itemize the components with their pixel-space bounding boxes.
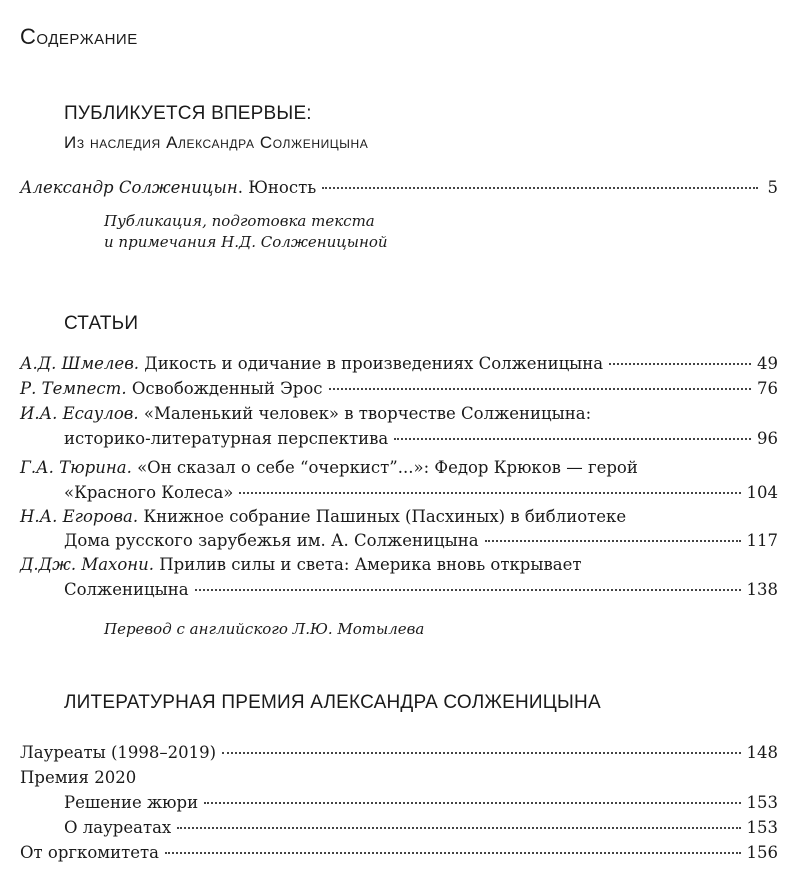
toc-entry-laureates[interactable]	[20, 741, 778, 765]
toc-author: Д.Дж. Махони.	[20, 555, 155, 574]
toc-page-number: 138	[746, 580, 778, 599]
dot-leader	[609, 362, 751, 365]
toc-note-line: Перевод с английского Л.Ю. Мотылева	[104, 620, 425, 638]
toc-entry-mahoney-line1[interactable]	[20, 553, 582, 577]
toc-entry-tyurina-line1[interactable]	[20, 456, 638, 480]
toc-title-continued: Дома русского зарубежья им. А. Солженицына	[64, 531, 479, 550]
toc-title-continued: «Красного Колеса»	[64, 483, 234, 502]
dot-leader	[222, 751, 740, 754]
toc-title: . Юность	[237, 178, 317, 197]
toc-entry-prize-2020[interactable]: Премия 2020	[20, 768, 137, 787]
toc-title: Дикость и одичание в произведениях Солженицына	[139, 354, 604, 373]
toc-page-number: 76	[757, 379, 778, 398]
toc-entry-egorova-line1[interactable]	[20, 505, 626, 529]
toc-entry-youth[interactable]	[20, 176, 778, 200]
section-heading-articles: СТАТЬИ	[64, 313, 139, 334]
toc-title: О лауреатах	[64, 818, 172, 837]
toc-title-continued: Солженицына	[64, 580, 189, 599]
toc-title: От оргкомитета	[20, 843, 159, 862]
toc-entry-about-laureates[interactable]	[64, 816, 778, 840]
toc-page-number: 49	[757, 354, 778, 373]
dot-leader	[177, 826, 740, 829]
toc-title-continued: историко-литературная перспектива	[64, 429, 389, 448]
toc-author: Р. Темпест.	[20, 379, 127, 398]
toc-author: Н.А. Егорова.	[20, 507, 139, 526]
dot-leader	[195, 588, 741, 591]
toc-page-number: 117	[746, 531, 778, 550]
toc-entry-egorova-line2[interactable]	[64, 529, 778, 553]
section-heading-first-publication: ПУБЛИКУЕТСЯ ВПЕРВЫЕ:	[64, 103, 312, 124]
toc-title: Решение жюри	[64, 793, 199, 812]
section-heading-literary-prize: ЛИТЕРАТУРНАЯ ПРЕМИЯ АЛЕКСАНДРА СОЛЖЕНИЦЫНА	[64, 692, 601, 713]
toc-entry-org-committee[interactable]	[20, 841, 778, 865]
toc-page-number: 104	[746, 483, 778, 502]
dot-leader	[239, 491, 740, 494]
toc-entry-jury-decision[interactable]	[64, 791, 778, 815]
dot-leader	[165, 851, 741, 854]
dot-leader	[329, 387, 751, 390]
dot-leader	[394, 437, 751, 440]
toc-author: А.Д. Шмелев.	[20, 354, 140, 373]
toc-entry-tempest[interactable]	[20, 377, 778, 401]
toc-page-number: 153	[746, 793, 778, 812]
page-title: Содержание	[20, 24, 138, 49]
toc-page-number: 148	[746, 743, 778, 762]
toc-entry-esaulov-line2[interactable]	[64, 427, 778, 451]
toc-title: Освобожденный Эрос	[126, 379, 323, 398]
toc-page-number: 5	[767, 178, 778, 197]
toc-entry-mahoney-line2[interactable]	[64, 578, 778, 602]
toc-note-line: Публикация, подготовка текста	[104, 212, 375, 230]
toc-note-line: и примечания Н.Д. Солженицыной	[104, 233, 388, 251]
toc-page-number: 153	[746, 818, 778, 837]
toc-entry-shmelev[interactable]	[20, 352, 778, 376]
toc-author: Г.А. Тюрина.	[20, 458, 132, 477]
toc-entry-esaulov-line1[interactable]	[20, 402, 591, 426]
toc-author: И.А. Есаулов.	[20, 404, 139, 423]
dot-leader	[204, 801, 740, 804]
toc-title: «Маленький человек» в творчестве Солженицына:	[138, 404, 592, 423]
toc-page-number: 96	[757, 429, 778, 448]
dot-leader	[485, 539, 741, 542]
toc-title: Прилив силы и света: Америка вновь открывает	[154, 555, 582, 574]
toc-entry-tyurina-line2[interactable]	[64, 481, 778, 505]
toc-title: Лауреаты (1998–2019)	[20, 743, 217, 762]
dot-leader	[322, 186, 758, 189]
toc-title: «Он сказал о себе “очеркист”...»: Федор Крюков — герой	[131, 458, 638, 477]
toc-title: Книжное собрание Пашиных (Пасхиных) в библиотеке	[138, 507, 627, 526]
section-subheading-legacy: Из наследия Александра Солженицына	[64, 133, 369, 152]
toc-page-number: 156	[746, 843, 778, 862]
toc-author: Александр Солженицын	[20, 178, 238, 197]
